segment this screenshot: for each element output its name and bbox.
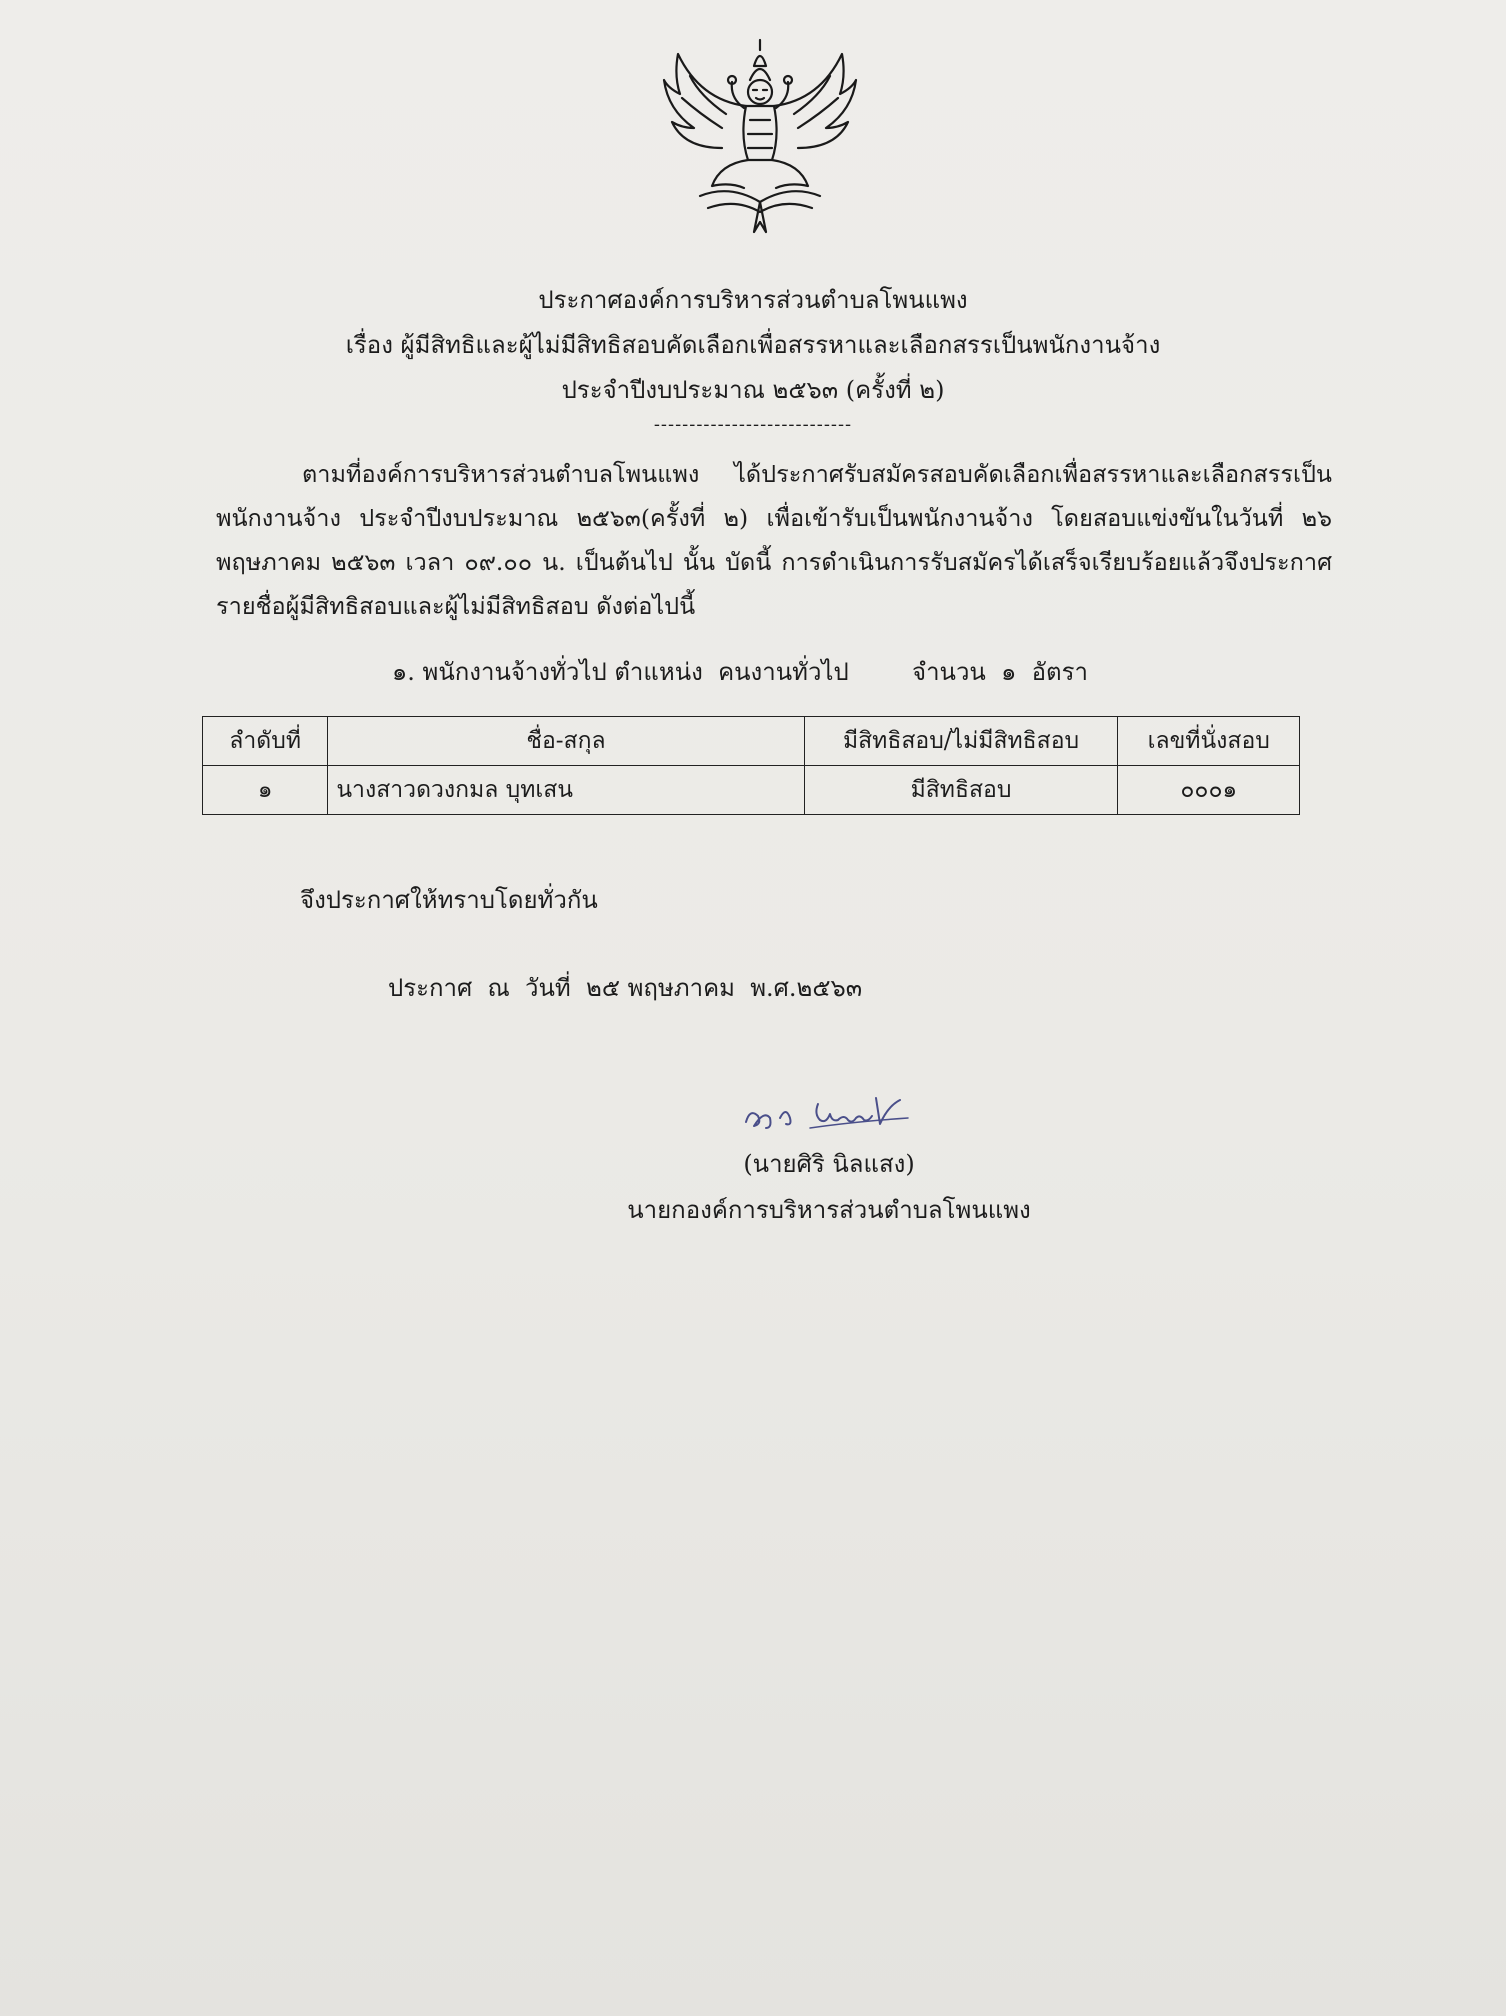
closing-announce: จึงประกาศให้ทราบโดยทั่วกัน [300,886,598,914]
announcement-title: ประกาศองค์การบริหารส่วนตำบลโพนแพง [538,286,968,314]
signer-name: (นายศิริ นิลแสง) [743,1150,915,1178]
candidate-table [202,716,1300,815]
garuda-emblem-icon [660,36,860,236]
body-paragraph [216,452,1332,628]
announcement-subject: เรื่อง ผู้มีสิทธิและผู้ไม่มีสิทธิสอบคัดเลือกเพื่อสรรหาและเลือกสรรเป็นพนักงานจ้าง [345,331,1161,359]
fiscal-year-line: ประจำปีงบประมาณ ๒๕๖๓ (ครั้งที่ ๒) [561,376,945,404]
cell-name: นางสาวดวงกมล บุทเสน [328,766,804,815]
signer-title: นายกองค์การบริหารส่วนตำบลโพนแพง [627,1196,1031,1224]
body-paragraph-text: ตามที่องค์การบริหารส่วนตำบลโพนแพง ได้ประกาศรับสมัครสอบคัดเลือกเพื่อสรรหาและเลือกสรรเป็นพนักงานจ้าง ประจำปีงบประมาณ ๒๕๖๓(ครั้งที่ ๒) เพื่อเข้ารับเป็นพนักงานจ้าง โดยสอบแข่งขันในวันที่ ๒๖ พฤษภาคม ๒๕๖๓ เวลา ๐๙.๐๐ น. เป็นต้นไป นั้น บัดนี้ การดำเนินการรับสมัครได้เสร็จเรียบร้อยแล้วจึงประกาศรายชื่อผู้มีสิทธิสอบและผู้ไม่มีสิทธิสอบ ดังต่อไปนี้ [216,460,1332,620]
table-header-row [203,717,1300,766]
header-seat-number: เลขที่นั่งสอบ [1118,717,1300,766]
position-line [392,652,1088,691]
header-order: ลำดับที่ [203,717,328,766]
quantity-text: จำนวน ๑ อัตรา [912,658,1088,686]
cell-eligibility: มีสิทธิสอบ [804,766,1118,815]
table-row [203,766,1300,815]
cell-seat-number: ๐๐๐๑ [1118,766,1300,815]
cell-order: ๑ [203,766,328,815]
position-text: ๑. พนักงานจ้างทั่วไป ตำแหน่ง คนงานทั่วไป [392,658,849,686]
header-eligibility: มีสิทธิสอบ/ไม่มีสิทธิสอบ [804,717,1118,766]
header-name: ชื่อ-สกุล [328,717,804,766]
divider: ---------------------------- [653,414,853,435]
handwritten-signature [740,1088,920,1138]
announcement-date: ประกาศ ณ วันที่ ๒๕ พฤษภาคม พ.ศ.๒๕๖๓ [388,974,863,1002]
